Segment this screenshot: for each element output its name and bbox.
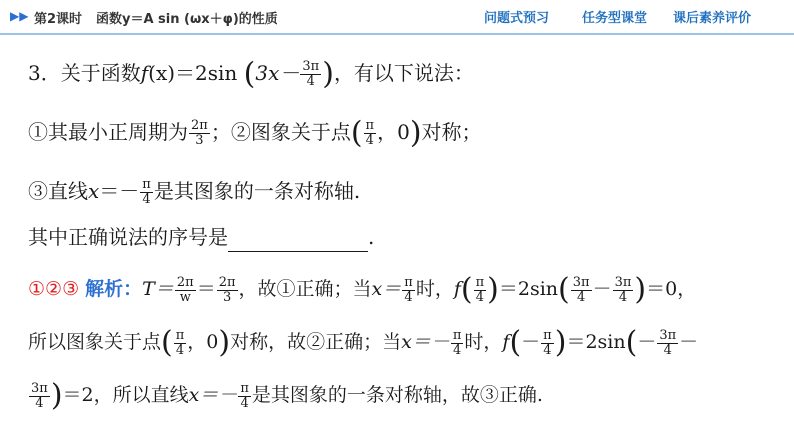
fraction: $\frac{\pi}{4}$ [543,327,552,358]
text: － [592,278,612,300]
text: f [502,331,510,353]
text: 是其图象的一条对称轴. [153,179,361,203]
paren: ( [243,56,256,92]
fraction: $\frac{3\pi}{4}$ [659,327,677,358]
lesson-title: 函数y＝A sin (ωx＋φ)的性质 [96,12,278,27]
paren: ) [218,325,231,360]
fraction: $\frac{3\pi}{4}$ [572,274,590,305]
paren: ( [625,325,638,360]
tab-classroom[interactable]: 任务型课堂 [582,11,648,26]
fraction: $\frac{3\pi}{4}$ [614,274,632,305]
text: － [637,331,657,353]
fraction: $\frac{\pi}{4}$ [475,274,485,305]
text: ＝－ [99,179,140,203]
solution-line-2 [28,327,698,358]
text: 所以图象关于点 [28,331,162,353]
text: ＝2sin [498,278,559,300]
text: 时， [415,278,454,300]
paren: ) [322,56,334,92]
paren: ( [558,272,570,307]
fraction: $\frac{\pi}{4}$ [175,327,185,358]
text: ＝2sin [566,331,626,353]
text: f [140,61,149,85]
text: ①其最小正周期为 [28,120,188,144]
text: 对称，故②正确；当 [230,331,402,353]
text: 是其图象的一条对称轴，故③正确. [251,384,543,406]
paren: ( [509,325,522,360]
fraction: $\frac{2\pi}{3}$ [218,274,236,305]
text: － [521,331,541,353]
question-line-1 [28,58,474,90]
text: ，0 [377,120,410,144]
text: ＝ [196,278,216,300]
text: 时， [464,331,503,353]
text: T＝ [142,278,174,300]
text: (x)＝2sin [148,61,238,85]
text: ，故①正确；当 [238,278,372,300]
text: ，有以下说法： [333,61,474,85]
text: 3x－ [255,61,300,85]
paren: ) [487,272,499,307]
text: － [679,331,699,353]
fraction: $\frac{\pi}{4}$ [452,327,462,358]
lesson-label: 第2课时 [34,12,83,27]
fraction: $\frac{\pi}{4}$ [142,177,151,207]
paren: ) [409,115,422,151]
question-line-3 [28,176,360,207]
text: x＝ [371,278,402,300]
fraction: $\frac{2\pi}{3}$ [191,118,208,148]
fraction: $\frac{\pi}{4}$ [240,380,249,411]
text: 对称； [421,120,482,144]
text: x＝－ [188,384,238,406]
fraction: $\frac{2\pi}{w}$ [176,274,194,305]
tab-evaluation[interactable]: 课后素养评价 [673,11,752,26]
question-line-2 [28,117,482,149]
tab-preview[interactable]: 问题式预习 [484,11,550,26]
analysis-label: 解析： [85,278,143,300]
text: . [368,225,375,249]
text: f [453,278,461,300]
fraction: $\frac{\pi}{4}$ [404,274,413,305]
text: ＝0， [646,278,697,300]
solution-line-1 [28,274,696,305]
text: 其中正确说法的序号是 [28,225,228,249]
answer: ①②③ [28,278,80,300]
text: ③直线 [28,179,88,203]
paren: ( [460,272,473,307]
fraction: $\frac{\pi}{4}$ [365,118,375,148]
text: ＝2，所以直线 [62,384,189,406]
fraction: $\frac{3\pi}{4}$ [31,380,48,411]
question-line-4 [28,222,374,252]
paren: ) [50,378,63,413]
text: ，0 [187,331,219,353]
paren: ) [554,325,567,360]
double-arrow-icon: ▶▶ [10,9,29,23]
paren: ) [634,272,647,307]
text: ；②图象关于点 [210,120,351,144]
paren: ( [350,115,363,151]
fraction: $\frac{3\pi}{4}$ [302,59,320,89]
text: 3．关于函数 [28,61,141,85]
paren: ( [161,325,173,360]
text: x＝－ [401,331,450,353]
header-divider [0,33,794,35]
answer-blank [228,231,368,252]
text: x [88,179,100,203]
solution-line-3 [28,380,543,411]
top-bar [0,0,794,34]
